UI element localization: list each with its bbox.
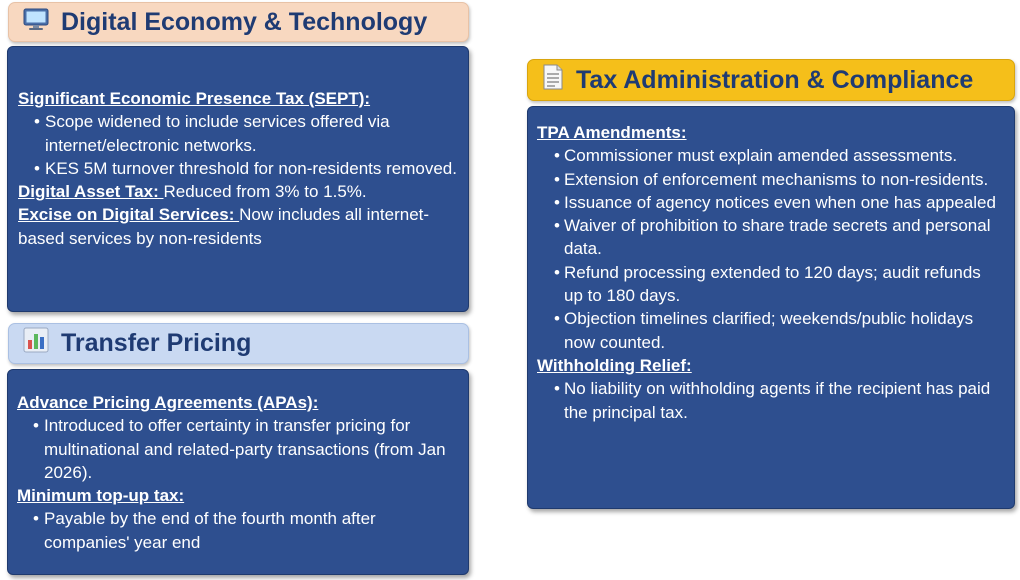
sept-bullet-1: • Scope widened to include services offered via internet/electronic networks.	[34, 112, 390, 155]
digital-economy-panel	[7, 46, 469, 312]
sept-bullet-2: • KES 5M turnover threshold for non-residents removed.	[34, 158, 457, 178]
excise-digital-services-line	[18, 203, 458, 250]
apa-heading: Advance Pricing Agreements (APAs):	[17, 393, 319, 412]
excise-digital-services-text: Now includes all internet-based services by non-residents	[18, 205, 430, 248]
minimum-top-up-tax-bullet-1: • Payable by the end of the fourth month after companies' year end	[33, 509, 376, 552]
digital-economy-header	[8, 2, 469, 42]
computer-icon	[23, 7, 49, 38]
tpa-bullet-2: • Extension of enforcement mechanisms to non-residents.	[554, 169, 989, 189]
transfer-pricing-header	[8, 323, 469, 364]
digital-economy-title: Digital Economy & Technology	[61, 7, 428, 36]
withholding-bullet-1: • No liability on withholding agents if the recipient has paid the principal tax.	[554, 379, 991, 422]
digital-asset-tax-text: Reduced from 3% to 1.5%.	[163, 182, 367, 202]
digital-asset-tax-label: Digital Asset Tax:	[18, 182, 164, 202]
excise-digital-services-label: Excise on Digital Services:	[18, 205, 240, 225]
transfer-pricing-panel	[7, 369, 469, 575]
tax-administration-panel	[527, 106, 1015, 509]
tpa-bullet-4: • Waiver of prohibition to share trade secrets and personal data.	[554, 216, 991, 259]
minimum-top-up-tax-heading: Minimum top-up tax:	[17, 486, 185, 506]
bar-chart-icon	[23, 327, 49, 360]
tpa-bullet-1: • Commissioner must explain amended assessments.	[554, 146, 958, 166]
withholding-relief-heading: Withholding Relief:	[537, 355, 692, 375]
tpa-bullet-6: • Objection timelines clarified; weekends/public holidays now counted.	[554, 309, 974, 352]
tpa-bullet-5: • Refund processing extended to 120 days; audit refunds up to 180 days.	[554, 262, 981, 306]
document-icon	[542, 64, 564, 97]
sept-heading: Significant Economic Presence Tax (SEPT):	[18, 89, 371, 108]
tax-administration-header	[527, 59, 1015, 101]
transfer-pricing-title: Transfer Pricing	[61, 329, 252, 357]
digital-asset-tax-line	[18, 180, 458, 203]
apa-bullet-1: • Introduced to offer certainty in transfer pricing for multinational and related-party transactions (from Jan 2026).	[33, 416, 446, 482]
tax-administration-title: Tax Administration & Compliance	[576, 65, 974, 94]
tpa-amendments-heading: TPA Amendments:	[537, 123, 687, 142]
tpa-bullet-3: • Issuance of agency notices even when one has appealed	[554, 192, 996, 212]
